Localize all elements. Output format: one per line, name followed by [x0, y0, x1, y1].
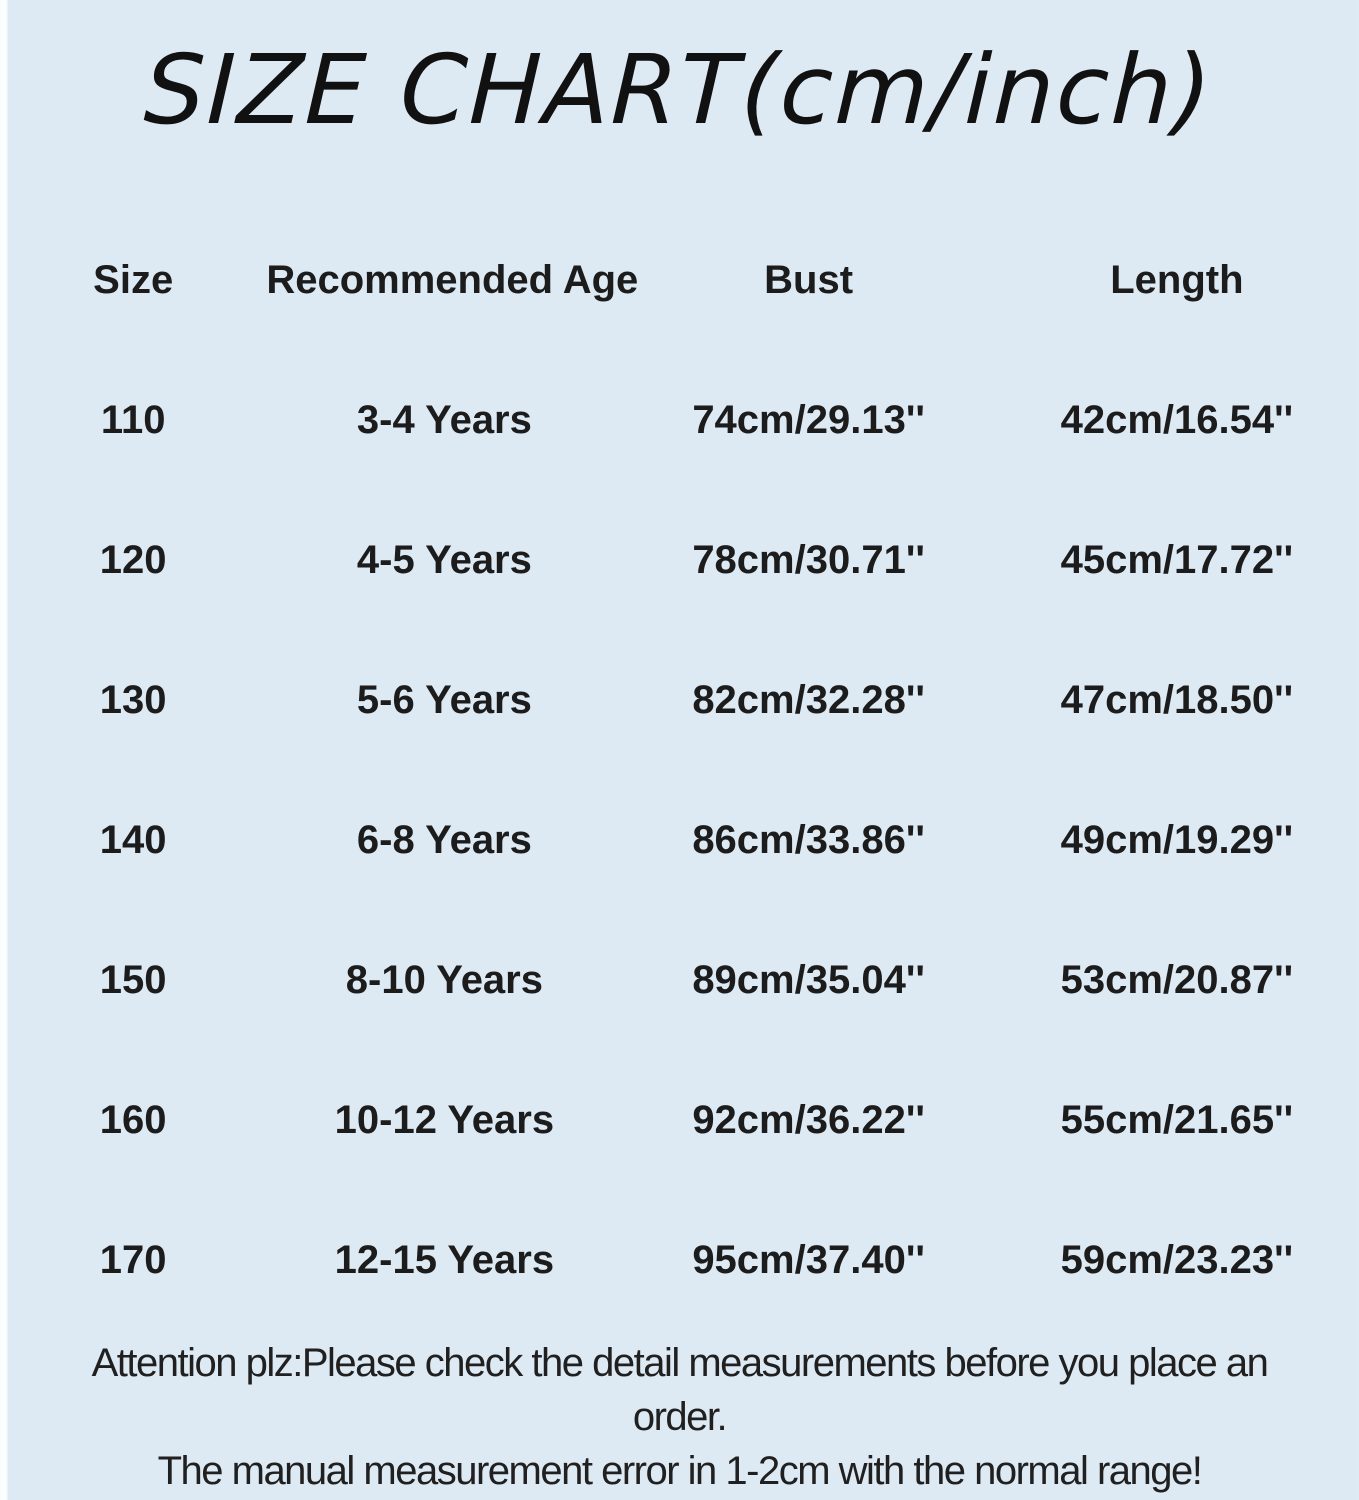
bust-value: 74cm/29.13'': [692, 397, 925, 442]
size-value: 140: [99, 817, 167, 862]
table-row: [0, 1050, 1359, 1190]
attention-note-line: The manual measurement error in 1-2cm with the normal range!: [157, 1449, 1202, 1493]
length-value: 49cm/19.29'': [1060, 817, 1294, 862]
column-header-age: Recommended Age: [266, 257, 639, 302]
table-row: [0, 490, 1359, 630]
table-row: [0, 770, 1359, 910]
table-header-row: [0, 210, 1359, 350]
size-value: 130: [99, 677, 167, 722]
length-value: 59cm/23.23'': [1060, 1237, 1294, 1282]
age-value: 8-10 Years: [345, 957, 543, 1002]
size-table: [0, 210, 1359, 1330]
attention-note-line: Attention plz:Please check the detail measurements before you place an: [91, 1341, 1268, 1385]
length-value: 53cm/20.87'': [1060, 957, 1294, 1002]
size-value: 170: [99, 1237, 167, 1282]
length-value: 55cm/21.65'': [1060, 1097, 1294, 1142]
age-value: 12-15 Years: [334, 1237, 555, 1282]
attention-note-line: order.: [632, 1395, 727, 1439]
table-row: [0, 350, 1359, 490]
attention-note: [0, 1336, 1359, 1498]
bust-value: 95cm/37.40'': [692, 1237, 925, 1282]
column-header-size: Size: [93, 257, 174, 302]
table-row: [0, 1190, 1359, 1330]
bust-value: 78cm/30.71'': [692, 537, 925, 582]
age-value: 10-12 Years: [334, 1097, 555, 1142]
size-value: 160: [99, 1097, 167, 1142]
age-value: 5-6 Years: [356, 677, 532, 722]
bust-value: 92cm/36.22'': [692, 1097, 925, 1142]
table-row: [0, 630, 1359, 770]
size-value: 120: [99, 537, 167, 582]
page-title: SIZE CHART(cm/inch): [142, 34, 1216, 146]
bust-value: 86cm/33.86'': [692, 817, 925, 862]
column-header-length: Length: [1110, 257, 1244, 302]
size-value: 110: [100, 397, 166, 442]
length-value: 47cm/18.50'': [1060, 677, 1294, 722]
age-value: 3-4 Years: [356, 397, 532, 442]
size-value: 150: [99, 957, 167, 1002]
bust-value: 82cm/32.28'': [692, 677, 925, 722]
table-row: [0, 910, 1359, 1050]
age-value: 4-5 Years: [356, 537, 532, 582]
age-value: 6-8 Years: [356, 817, 532, 862]
bust-value: 89cm/35.04'': [692, 957, 925, 1002]
column-header-bust: Bust: [764, 257, 854, 302]
length-value: 42cm/16.54'': [1060, 397, 1294, 442]
length-value: 45cm/17.72'': [1060, 537, 1294, 582]
